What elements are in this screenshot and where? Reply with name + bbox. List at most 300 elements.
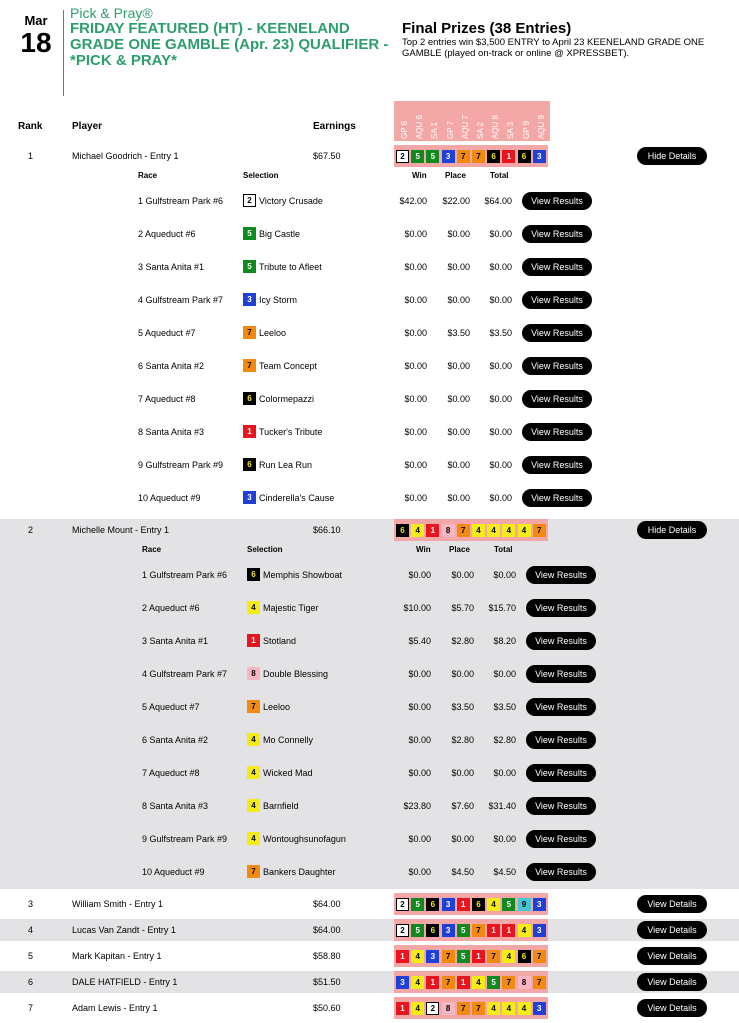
win-amount: $0.00 [404, 295, 427, 305]
horse-number-badge: 7 [472, 924, 485, 937]
horse-number-badge: 4 [502, 1002, 515, 1015]
win-amount: $0.00 [408, 570, 431, 580]
prizes-text: Top 2 entries win $3,500 ENTRY to April 23 KEENELAND GRADE ONE GAMBLE (played on-track or online @ XPRESSBET). [402, 37, 705, 59]
view-results-button[interactable]: View Results [522, 291, 592, 309]
view-details-button[interactable]: View Details [637, 947, 707, 965]
contest-header [0, 0, 739, 100]
win-amount: $0.00 [408, 702, 431, 712]
horse-name: Icy Storm [259, 294, 298, 305]
horse-name: Cinderella's Cause [259, 492, 335, 503]
race-header-text: AQU 8 [491, 114, 501, 139]
horse-number-badge: 6 [518, 150, 531, 163]
horse-name: Team Concept [259, 360, 318, 371]
view-details-button[interactable]: View Details [637, 921, 707, 939]
earnings-column-header: Earnings [313, 121, 356, 132]
race-name: 9 Gulfstream Park #9 [142, 834, 228, 844]
player-column-header: Player [72, 121, 103, 132]
player-name[interactable]: Michael Goodrich - Entry 1 [72, 151, 179, 161]
race-header-label [472, 101, 487, 141]
detail-total-header: Total [490, 171, 509, 180]
horse-name: Wontoughsunofagun [263, 833, 346, 844]
horse-number-badge: 3 [533, 1002, 546, 1015]
earnings-value: $51.50 [313, 977, 341, 987]
horse-number-badge: 5 [426, 150, 439, 163]
detail-row [0, 449, 739, 482]
win-amount: $10.00 [403, 603, 431, 613]
horse-number-badge: 7 [442, 950, 455, 963]
win-amount: $0.00 [408, 834, 431, 844]
player-name[interactable]: William Smith - Entry 1 [72, 899, 164, 909]
race-name: 5 Aqueduct #7 [142, 702, 200, 712]
win-amount: $0.00 [408, 735, 431, 745]
race-header-text: GP 9 [521, 120, 531, 139]
leaderboard-row [0, 919, 739, 941]
detail-win-header: Win [416, 545, 431, 554]
view-results-button[interactable]: View Results [522, 192, 592, 210]
race-name: 2 Aqueduct #6 [138, 229, 196, 239]
view-results-button[interactable]: View Results [526, 863, 596, 881]
horse-number-badge: 5 [411, 150, 424, 163]
date-day: 18 [20, 27, 52, 58]
total-amount: $0.00 [493, 768, 516, 778]
view-results-button[interactable]: View Results [526, 764, 596, 782]
total-amount: $3.50 [489, 328, 512, 338]
horse-number-badge: 1 [502, 150, 515, 163]
horse-number-badge: 4 [411, 950, 424, 963]
selection [243, 458, 312, 471]
race-name: 5 Aqueduct #7 [138, 328, 196, 338]
horse-number-badge: 1 [247, 634, 260, 647]
detail-row [0, 757, 739, 790]
horse-name: Run Lea Run [259, 459, 313, 470]
horse-number-badge: 1 [487, 924, 500, 937]
horse-number-badge: 4 [247, 733, 260, 746]
race-header-label [442, 101, 457, 141]
horse-number-badge: 6 [426, 898, 439, 911]
horse-number-badge: 6 [518, 950, 531, 963]
leaderboard-row [0, 997, 739, 1019]
place-amount: $0.00 [447, 229, 470, 239]
race-header-text: AQU 7 [460, 114, 470, 139]
win-amount: $0.00 [404, 493, 427, 503]
horse-number-badge: 7 [247, 700, 260, 713]
view-results-button[interactable]: View Results [522, 324, 592, 342]
detail-row [0, 482, 739, 515]
horse-number-badge: 6 [243, 458, 256, 471]
detail-row [0, 724, 739, 757]
picks-strip [394, 997, 548, 1019]
earnings-value: $66.10 [313, 525, 341, 535]
view-results-button[interactable]: View Results [526, 830, 596, 848]
horse-number-badge: 5 [243, 227, 256, 240]
horse-number-badge: 3 [533, 150, 546, 163]
view-results-button[interactable]: View Results [522, 357, 592, 375]
race-name: 6 Santa Anita #2 [142, 735, 209, 745]
horse-name: Colormepazzi [259, 393, 315, 404]
horse-number-badge: 7 [243, 326, 256, 339]
horse-number-badge: 2 [396, 150, 409, 163]
horse-number-badge: 1 [426, 976, 439, 989]
horse-number-badge: 4 [518, 1002, 531, 1015]
horse-number-badge: 7 [247, 865, 260, 878]
view-details-button[interactable]: View Details [637, 895, 707, 913]
race-header-text: SA 1 [430, 122, 440, 139]
detail-row [0, 383, 739, 416]
horse-number-badge: 1 [396, 1002, 409, 1015]
horse-number-badge: 3 [426, 950, 439, 963]
earnings-value: $64.00 [313, 925, 341, 935]
horse-number-badge: 5 [243, 260, 256, 273]
total-amount: $0.00 [489, 394, 512, 404]
race-name: 10 Aqueduct #9 [138, 493, 201, 503]
detail-row [0, 284, 739, 317]
detail-row [0, 823, 739, 856]
horse-number-badge: 4 [247, 766, 260, 779]
rank-value: 5 [28, 951, 34, 961]
hide-details-button[interactable]: Hide Details [637, 521, 707, 539]
race-name: 8 Santa Anita #3 [142, 801, 209, 811]
place-amount: $0.00 [451, 570, 474, 580]
horse-name: Big Castle [259, 228, 301, 239]
place-amount: $0.00 [451, 768, 474, 778]
race-name: 7 Aqueduct #8 [138, 394, 196, 404]
horse-number-badge: 4 [411, 524, 424, 537]
horse-number-badge: 8 [247, 667, 260, 680]
entry-details [0, 541, 739, 889]
detail-race-header: Race [142, 545, 162, 554]
selection [243, 194, 323, 207]
horse-number-badge: 4 [472, 524, 485, 537]
race-header-label [396, 101, 411, 141]
horse-number-badge: 5 [457, 924, 470, 937]
total-amount: $0.00 [489, 361, 512, 371]
total-amount: $0.00 [493, 570, 516, 580]
leaderboard-row [0, 945, 739, 967]
view-details-button[interactable]: View Details [637, 999, 707, 1017]
horse-number-badge: 6 [247, 568, 260, 581]
earnings-value: $50.60 [313, 1003, 341, 1013]
horse-number-badge: 1 [472, 950, 485, 963]
horse-number-badge: 6 [426, 924, 439, 937]
earnings-value: $64.00 [313, 899, 341, 909]
place-amount: $0.00 [447, 493, 470, 503]
rank-value: 6 [28, 977, 34, 987]
horse-number-badge: 8 [442, 524, 455, 537]
horse-name: Victory Crusade [259, 195, 323, 206]
horse-number-badge: 3 [243, 491, 256, 504]
contest-name: FRIDAY FEATURED (HT) - KEENELAND GRADE ONE GAMBLE (Apr. 23) QUALIFIER - *PICK & PRAY* [70, 20, 389, 69]
total-amount: $0.00 [489, 427, 512, 437]
total-amount: $0.00 [489, 262, 512, 272]
selection [247, 799, 299, 812]
selection [243, 359, 317, 372]
view-results-button[interactable]: View Results [522, 258, 592, 276]
race-name: 10 Aqueduct #9 [142, 867, 205, 877]
win-amount: $0.00 [404, 460, 427, 470]
win-amount: $0.00 [408, 669, 431, 679]
horse-number-badge: 7 [502, 976, 515, 989]
place-amount: $0.00 [447, 427, 470, 437]
horse-name: Tribute to Afleet [259, 261, 322, 272]
win-amount: $0.00 [408, 867, 431, 877]
horse-number-badge: 6 [487, 150, 500, 163]
detail-row [0, 592, 739, 625]
header-divider [63, 10, 64, 96]
horse-name: Barnfield [263, 800, 299, 811]
selection [247, 601, 319, 614]
view-results-button[interactable]: View Results [526, 698, 596, 716]
horse-name: Majestic Tiger [263, 602, 319, 613]
horse-number-badge: 7 [472, 150, 485, 163]
view-results-button[interactable]: View Results [526, 731, 596, 749]
horse-number-badge: 8 [442, 1002, 455, 1015]
place-amount: $0.00 [447, 361, 470, 371]
horse-number-badge: 5 [457, 950, 470, 963]
player-name[interactable]: Michelle Mount - Entry 1 [72, 525, 170, 535]
win-amount: $0.00 [404, 361, 427, 371]
win-amount: $0.00 [408, 768, 431, 778]
horse-number-badge: 1 [396, 950, 409, 963]
horse-number-badge: 7 [533, 950, 546, 963]
total-amount: $31.40 [488, 801, 516, 811]
place-amount: $0.00 [447, 295, 470, 305]
race-header-label [487, 101, 502, 141]
rank-column-header: Rank [18, 121, 43, 132]
race-name: 3 Santa Anita #1 [138, 262, 205, 272]
horse-number-badge: 4 [487, 524, 500, 537]
place-amount: $0.00 [447, 262, 470, 272]
horse-number-badge: 3 [243, 293, 256, 306]
player-name[interactable]: DALE HATFIELD - Entry 1 [72, 977, 178, 987]
horse-number-badge: 1 [426, 524, 439, 537]
horse-number-badge: 1 [457, 976, 470, 989]
race-name: 1 Gulfstream Park #6 [142, 570, 228, 580]
horse-number-badge: 2 [426, 1002, 439, 1015]
player-name[interactable]: Mark Kapitan - Entry 1 [72, 951, 162, 961]
race-header-text: SA 3 [506, 122, 516, 139]
detail-row [0, 691, 739, 724]
horse-number-badge: 8 [518, 976, 531, 989]
earnings-value: $58.80 [313, 951, 341, 961]
race-header-text: GP 6 [400, 120, 409, 139]
view-results-button[interactable]: View Results [522, 456, 592, 474]
total-amount: $0.00 [489, 460, 512, 470]
win-amount: $0.00 [404, 427, 427, 437]
rank-value: 7 [28, 1003, 34, 1013]
horse-number-badge: 5 [487, 976, 500, 989]
leaderboard-row [0, 893, 739, 915]
detail-total-header: Total [494, 545, 513, 554]
horse-number-badge: 4 [411, 976, 424, 989]
detail-place-header: Place [449, 545, 470, 554]
selection [247, 766, 313, 779]
hide-details-button[interactable]: Hide Details [637, 147, 707, 165]
detail-win-header: Win [412, 171, 427, 180]
detail-row [0, 251, 739, 284]
detail-row [0, 856, 739, 889]
selection [243, 227, 300, 240]
view-results-button[interactable]: View Results [526, 797, 596, 815]
horse-number-badge: 4 [518, 924, 531, 937]
horse-name: Stotland [263, 635, 297, 646]
view-results-button[interactable]: View Results [526, 566, 596, 584]
horse-number-badge: 3 [533, 898, 546, 911]
total-amount: $15.70 [488, 603, 516, 613]
race-header-label [518, 101, 533, 141]
race-name: 1 Gulfstream Park #6 [138, 196, 224, 206]
place-amount: $7.60 [451, 801, 474, 811]
race-header-text: GP 7 [445, 120, 455, 139]
place-amount: $0.00 [451, 834, 474, 844]
leaderboard-row [0, 519, 739, 541]
horse-number-badge: 4 [411, 1002, 424, 1015]
detail-place-header: Place [445, 171, 466, 180]
earnings-value: $67.50 [313, 151, 341, 161]
horse-number-badge: 7 [533, 524, 546, 537]
detail-row [0, 625, 739, 658]
leaderboard-row [0, 971, 739, 993]
view-results-button[interactable]: View Results [522, 225, 592, 243]
contest-title [70, 6, 390, 69]
detail-race-header: Race [138, 171, 158, 180]
horse-number-badge: 3 [442, 924, 455, 937]
horse-number-badge: 6 [243, 392, 256, 405]
race-header-strip [394, 101, 550, 141]
picks-strip [394, 919, 548, 941]
selection [247, 733, 313, 746]
total-amount: $4.50 [493, 867, 516, 877]
win-amount: $0.00 [404, 229, 427, 239]
horse-number-badge: 4 [502, 524, 515, 537]
total-amount: $0.00 [493, 669, 516, 679]
place-amount: $22.00 [442, 196, 470, 206]
horse-number-badge: 4 [472, 976, 485, 989]
place-amount: $3.50 [451, 702, 474, 712]
race-header-text: AQU 6 [415, 114, 425, 139]
race-name: 4 Gulfstream Park #7 [138, 295, 224, 305]
selection [243, 326, 286, 339]
horse-number-badge: 7 [487, 950, 500, 963]
picks-strip [394, 893, 548, 915]
place-amount: $2.80 [451, 636, 474, 646]
selection [247, 700, 290, 713]
total-amount: $0.00 [493, 834, 516, 844]
detail-selection-header: Selection [247, 545, 283, 554]
detail-row [0, 658, 739, 691]
race-header-label [457, 101, 472, 141]
horse-number-badge: 3 [396, 976, 409, 989]
view-results-button[interactable]: View Results [526, 599, 596, 617]
detail-row [0, 350, 739, 383]
entry-details [0, 167, 739, 515]
horse-number-badge: 3 [533, 924, 546, 937]
win-amount: $0.00 [404, 394, 427, 404]
total-amount: $64.00 [484, 196, 512, 206]
view-details-button[interactable]: View Details [637, 973, 707, 991]
horse-name: Double Blessing [263, 668, 329, 679]
race-header-label [533, 101, 548, 141]
total-amount: $8.20 [493, 636, 516, 646]
horse-name: Mo Connelly [263, 734, 314, 745]
prizes-panel [402, 20, 732, 59]
selection [247, 634, 296, 647]
horse-number-badge: 7 [472, 1002, 485, 1015]
contest-brand: Pick & Pray® [70, 5, 153, 21]
place-amount: $2.80 [451, 735, 474, 745]
horse-number-badge: 2 [243, 194, 256, 207]
total-amount: $0.00 [489, 229, 512, 239]
horse-number-badge: 4 [487, 898, 500, 911]
race-name: 7 Aqueduct #8 [142, 768, 200, 778]
horse-name: Leeloo [263, 701, 291, 712]
view-results-button[interactable]: View Results [526, 665, 596, 683]
race-header-label [426, 101, 441, 141]
horse-number-badge: 2 [396, 924, 409, 937]
rank-value: 1 [28, 151, 34, 161]
picks-strip [394, 145, 548, 167]
place-amount: $0.00 [447, 394, 470, 404]
horse-name: Memphis Showboat [263, 569, 343, 580]
selection [243, 293, 297, 306]
contest-date [16, 14, 56, 58]
horse-number-badge: 7 [533, 976, 546, 989]
place-amount: $0.00 [451, 669, 474, 679]
horse-number-badge: 1 [243, 425, 256, 438]
total-amount: $3.50 [493, 702, 516, 712]
horse-number-badge: 9 [518, 898, 531, 911]
horse-number-badge: 1 [502, 924, 515, 937]
race-name: 6 Santa Anita #2 [138, 361, 205, 371]
view-results-button[interactable]: View Results [522, 489, 592, 507]
detail-selection-header: Selection [243, 171, 279, 180]
race-name: 8 Santa Anita #3 [138, 427, 205, 437]
horse-number-badge: 3 [442, 150, 455, 163]
view-results-button[interactable]: View Results [526, 632, 596, 650]
race-name: 2 Aqueduct #6 [142, 603, 200, 613]
race-header-text: SA 2 [475, 122, 485, 139]
prizes-title: Final Prizes (38 Entries) [402, 20, 572, 37]
win-amount: $5.40 [408, 636, 431, 646]
race-header-label [502, 101, 517, 141]
leaderboard-row [0, 145, 739, 167]
horse-name: Wicked Mad [263, 767, 313, 778]
selection [247, 667, 328, 680]
selection [247, 865, 336, 878]
player-name[interactable]: Lucas Van Zandt - Entry 1 [72, 925, 176, 935]
view-results-button[interactable]: View Results [522, 423, 592, 441]
horse-number-badge: 6 [472, 898, 485, 911]
detail-row [0, 185, 739, 218]
detail-row [0, 317, 739, 350]
selection [243, 260, 322, 273]
horse-number-badge: 4 [518, 524, 531, 537]
horse-number-badge: 1 [457, 898, 470, 911]
picks-strip [394, 519, 548, 541]
rank-value: 4 [28, 925, 34, 935]
detail-row [0, 218, 739, 251]
selection [243, 392, 314, 405]
selection [243, 491, 334, 504]
place-amount: $0.00 [447, 460, 470, 470]
horse-number-badge: 7 [457, 524, 470, 537]
horse-name: Tucker's Tribute [259, 426, 323, 437]
player-name[interactable]: Adam Lewis - Entry 1 [72, 1003, 158, 1013]
horse-number-badge: 4 [247, 832, 260, 845]
picks-strip [394, 945, 548, 967]
horse-number-badge: 4 [502, 950, 515, 963]
horse-number-badge: 4 [487, 1002, 500, 1015]
view-results-button[interactable]: View Results [522, 390, 592, 408]
